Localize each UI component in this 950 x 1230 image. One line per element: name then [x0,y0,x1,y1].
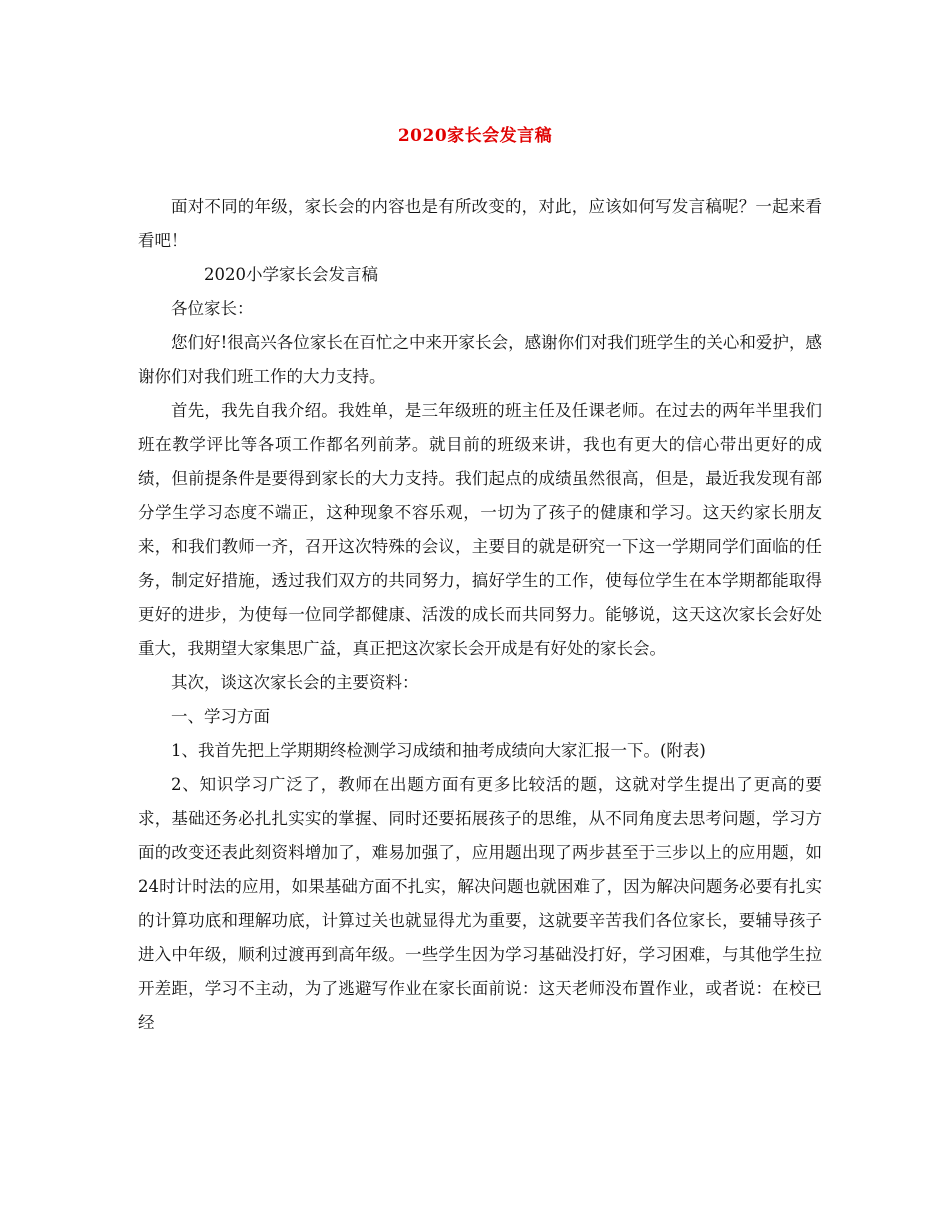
speech-heading: 2020小学家长会发言稿 [204,265,378,284]
main-content-intro: 其次，谈这次家长会的主要资料： [171,673,419,692]
study-item-2: 2、知识学习广泛了，教师在出题方面有更多比较活的题，这就对学生提出了更高的要求，基础还务必扎扎实实的掌握、同时还要拓展孩子的思维，从不同角度去思考问题，学习方面的改变还表此刻资料增加了，难易加强了，应用题出现了两步甚至于三步以上的应用题，如24时计时法的应用，如果基础方面不扎实，解决问题也就困难了，因为解决问题务必要有扎实的计算功底和理解功底，计算过关也就显得尤为重要，这就要辛苦我们各位家长，要辅导孩子进入中年级，顺利过渡再到高年级。一些学生因为学习基础没打好，学习困难，与其他学生拉开差距，学习不主动，为了逃避写作业在家长面前说：这天老师没布置作业，或者说：在校已经 [138,775,822,1032]
greeting-paragraph: 您们好!很高兴各位家长在百忙之中来开家长会，感谢你们对我们班学生的关心和爱护，感谢你们对我们班工作的大力支持。 [138,333,822,386]
section-heading-study: 一、学习方面 [171,707,270,726]
intro-paragraph: 面对不同的年级，家长会的内容也是有所改变的，对此，应该如何写发言稿呢？一起来看看吧！ [138,197,822,250]
document-body [138,190,822,1040]
study-item-1: 1、我首先把上学期期终检测学习成绩和抽考成绩向大家汇报一下。(附表) [171,741,706,760]
document-title: 2020家长会发言稿 [397,126,553,146]
self-introduction-paragraph: 首先，我先自我介绍。我姓单，是三年级班的班主任及任课老师。在过去的两年半里我们班在教学评比等各项工作都名列前茅。就目前的班级来讲，我也有更大的信心带出更好的成绩，但前提条件是要得到家长的大力支持。我们起点的成绩虽然很高，但是，最近我发现有部分学生学习态度不端正，这种现象不容乐观，一切为了孩子的健康和学习。这天约家长朋友来，和我们教师一齐，召开这次特殊的会议，主要目的就是研究一下这一学期同学们面临的任务，制定好措施，透过我们双方的共同努力，搞好学生的工作，使每位学生在本学期都能取得更好的进步，为使每一位同学都健康、活泼的成长而共同努力。能够说，这天这次家长会好处重大，我期望大家集思广益，真正把这次家长会开成是有好处的家长会。 [138,401,822,658]
salutation: 各位家长： [171,299,254,318]
